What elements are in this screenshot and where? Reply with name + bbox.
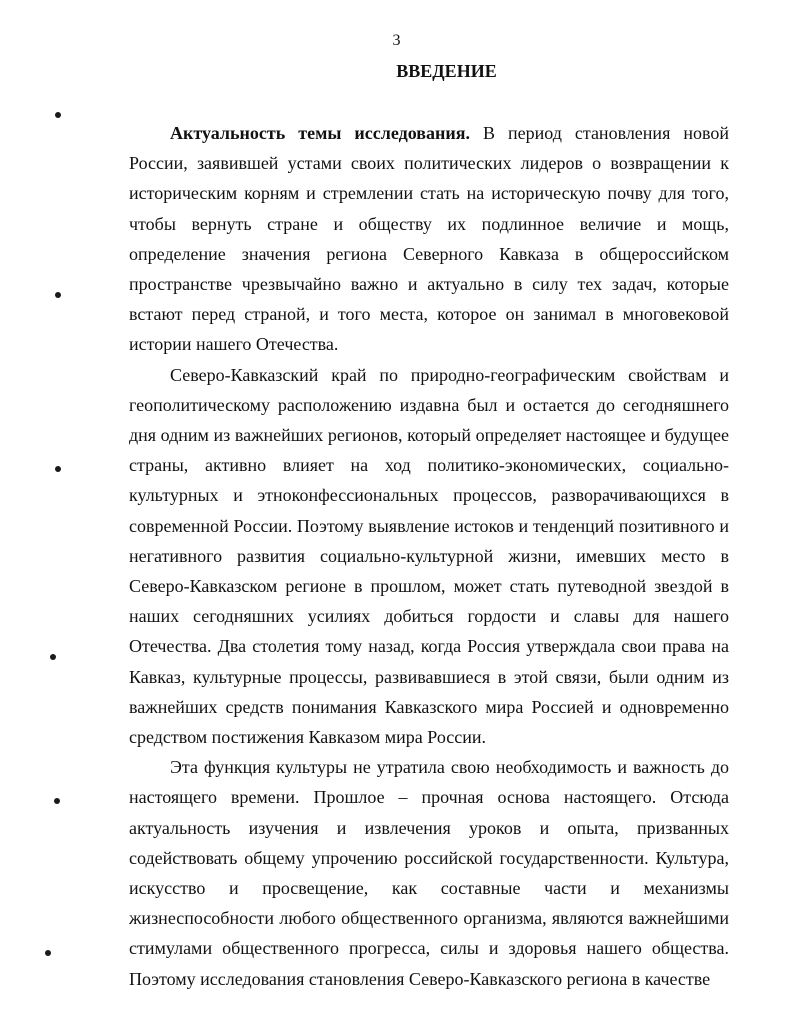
paragraph-3: Эта функция культуры не утратила свою необходимость и важность до настоящего времени. Прошлое – прочная основа настоящего. Отсюда актуальность изучения и извлечения уроков и опыта, призванных содействовать общему упрочению российской государственности. Культура, искусство и просвещение, как составные части и механизмы жизнеспособности любого общественного организма, являются важнейшими стимулами общественного прогресса, силы и здоровья нашего общества. Поэтому исследования становления Северо-Кавказского региона в качестве — [129, 757, 729, 989]
binding-hole — [45, 950, 51, 956]
paragraph-lead: Актуальность темы исследования. — [170, 123, 470, 143]
paragraph-2: Северо-Кавказский край по природно-географическим свойствам и геополитическому расположению издавна был и остается до сегодняшнего дня одним из важнейших регионов, который определяет настоящее и будущее страны, активно влияет на ход политико-экономических, социально-культурных и этноконфессиональных процессов, разворачивающихся в современной России. Поэтому выявление истоков и тенденций позитивного и негативного развития социально-культурной жизни, имевших место в Северо-Кавказском регионе в прошлом, может стать путеводной звездой в наших сегодняшних усилиях добиться гордости и славы для нашего Отечества. Два столетия тому назад, когда Россия утверждала свои права на Кавказ, культурные процессы, развивавшиеся в этой связи, были одним из важнейших средств понимания Кавказского мира Россией и одновременно средством постижения Кавказом мира России. — [129, 364, 729, 748]
page-number: 3 — [392, 32, 401, 49]
body-text — [129, 118, 729, 994]
paragraph-1 — [129, 118, 729, 360]
binding-hole — [55, 292, 61, 298]
binding-hole — [55, 466, 61, 472]
binding-hole — [55, 112, 61, 118]
page-title: ВВЕДЕНИЕ — [396, 61, 497, 81]
paragraph-text: В период становления новой России, заявившей устами своих политических лидеров о возвращении к историческим корням и стремлении стать на историческую почву для того, чтобы вернуть стране и обществу их подлинное величие и мощь, определение значения региона Северного Кавказа в общероссийском пространстве чрезвычайно важно и актуально в силу тех задач, которые встают перед страной, и того места, которое он занимал в многовековой истории нашего Отечества. — [129, 123, 729, 355]
binding-hole — [50, 654, 56, 660]
binding-hole — [54, 798, 60, 804]
